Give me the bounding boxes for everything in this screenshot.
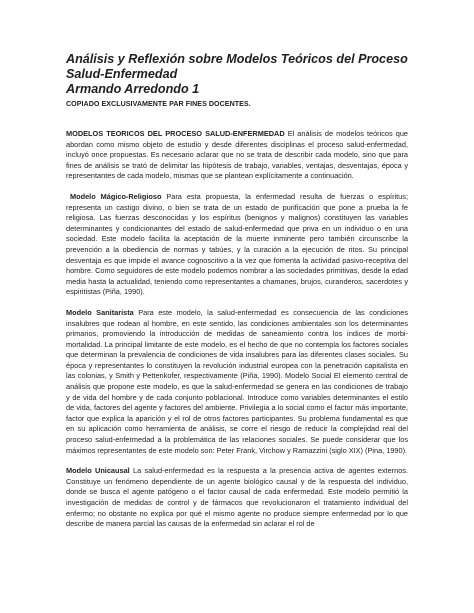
paragraph-body: Para este modelo, la salud-enfermedad es consecuencia de las condiciones insalubres que rodean al hombre, en este sentido, las condiciones ambientales son los determinantes primarios, promoviendo la introducción de medidas de saneamiento contra los índices de morbi- mortalidad. La principal limitante de este modelo, es el hecho de que no contempla los factores sociales que determinan la prevalencia de condiciones de vida insalubres para las diferentes clases sociales. Su época y representantes lo constituyen la revolución industrial europea con la penetración capitalista en las colonias, y Smith y Pettenkofer, respectivamente (Piña, 1990). Modelo Social El elemento central de análisis que propone este modelo, es que la salud-enfermedad se genera en las condiciones de trabajo y de vida del hombre y de cada conjunto poblacional. Introduce como variables determinantes el estilo de vida, factores del agente y factores del ambiente. Privilegia a lo social como el factor más importante, factor que explica la aparición y el rol de otros factores participantes. Su problema fundamental es que en su aplicación como herramienta de análisis, se corre el riesgo de reducir la complejidad real del proceso salud-enfermedad a la problemática de las relaciones sociales. Se puede considerar que los máximos representantes de este modelo son: Peter Frank, Virchow y Ramazzini (siglo XIX) (Pina, 1990). [66, 307, 408, 455]
paragraph-modelo-unicausal [66, 466, 408, 530]
copy-notice: COPIADO EXCLUSIVAMENTE PAR FINES DOCENTES. [66, 100, 251, 108]
paragraph-body: La salud-enfermedad es la respuesta a la presencia activa de agentes externos. Constituye un fenómeno dependiente de un agente biológico causal y de la respuesta del individuo, donde se busca el agente patógeno o el factor causal de cada enfermedad. Este modelo permitió la investigación de medidas de control y de fármacos que revolucionaron el tratamiento individual del enfermo; no obstante no explica por qué el mismo agente no produce siempre enfermedad por lo que describe de manera parcial las causas de la enfermedad sin aclarar el rol de [66, 466, 408, 529]
paragraph-body: El análisis de modelos teóricos que abordan como mismo objeto de estudio y desde diferentes disciplinas el proceso salud-enfermedad, incluyó once propuestas. Es necesario aclarar que no se trata de describir cada modelo, sino que para fines de análisis se trató de delimitar las hipótesis de trabajo, variables, ventajas, desventajas, época y representantes de cada modelo, mismas que se plantean explícitamente a continuación. [66, 129, 408, 181]
paragraph-modelos-teoricos [66, 129, 408, 182]
paragraph-modelo-magico-religioso [66, 192, 408, 298]
paragraph-body: Para esta propuesta, la enfermedad resulta de fuerzas o espíritus; representa un castigo divino, o bien se trata de un estado de purificación que pone a prueba la fe religiosa. Las fuerzas desconocidas y los espíritus (benignos y malignos) constituyen las variables determinantes y condicionantes del estado de salud-enfermedad que priva en un individuo o en una sociedad. Este modelo facilita la aceptación de la muerte inminente pero también circunscribe la prevención a la obediencia de normas y tabúes, y la curación a la ejecución de ritos. Su principal desventaja es que impide el avance cognoscitivo a la vez que fomenta la actividad pasivo-receptiva del hombre. Como seguidores de este modelo podemos nombrar a las sociedades primitivas, desde la edad media hasta la actualidad, teniendo como representantes a chamanes, brujos, curanderos, sacerdotes y espiritistas (Piña, 1990). [66, 191, 408, 297]
document-author: Armando Arredondo 1 [66, 82, 200, 96]
paragraph-heading: Modelo Unicausal [66, 466, 130, 476]
paragraph-heading: MODELOS TEORICOS DEL PROCESO SALUD-ENFERMEDAD [66, 129, 285, 138]
paragraph-heading: Modelo Sanitarista [66, 307, 134, 317]
paragraph-modelo-sanitarista [66, 308, 408, 456]
paragraph-heading: Modelo Mágico-Religioso [70, 191, 162, 201]
document-title: Análisis y Reflexión sobre Modelos Teóricos del Proceso Salud-Enfermedad [66, 52, 408, 81]
